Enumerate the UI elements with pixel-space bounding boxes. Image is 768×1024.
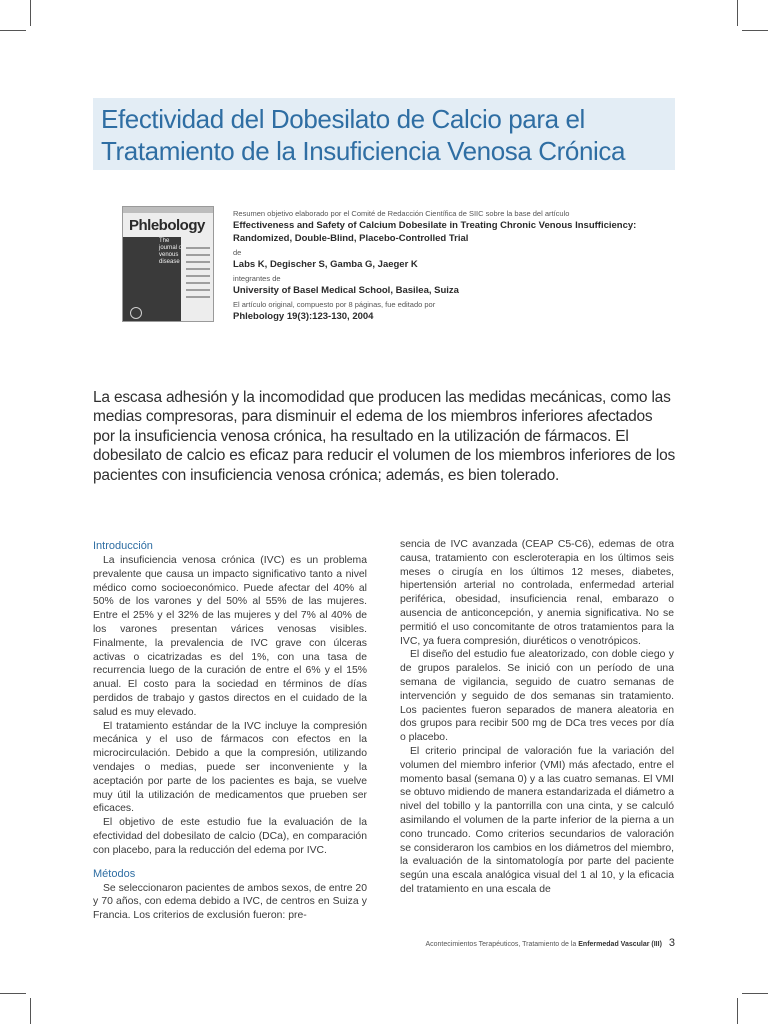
title-banner (93, 98, 675, 170)
intro-paragraph-2: El tratamiento estándar de la IVC incluye la compresión mecánica y el uso de fármacos con efectos en la microcirculación. Debido a que la compresión, utilizando vendajes o medias, puede ser inconveniente y la aceptación por parte de los pacientes es baja, se vuelve muy útil la utilización de medicamentos que prueben ser eficaces. (93, 720, 367, 815)
crop-mark-top-left-h (0, 30, 26, 31)
crop-mark-top-right-h (742, 30, 768, 31)
intro-heading: Introducción (93, 540, 153, 552)
integrantes-label: integrantes de (233, 274, 281, 283)
article-metadata (233, 208, 673, 323)
summary-note: Resumen objetivo elaborado por el Comité de Redacción Científica de SIIC sobre la base del artículo (233, 209, 570, 218)
crop-mark-bottom-left-h (0, 993, 26, 994)
page-footer (425, 937, 675, 951)
cover-subtitle: The journal of venous disease (159, 238, 184, 265)
cover-logo-icon (130, 307, 142, 319)
crop-mark-top-left (30, 0, 31, 26)
left-column (93, 538, 367, 923)
methods-heading: Métodos (93, 867, 136, 880)
cover-top-bar (123, 207, 213, 213)
original-note: El artículo original, compuesto por 8 páginas, fue editado por (233, 300, 436, 309)
institution: University of Basel Medical School, Basilea, Suiza (233, 285, 459, 296)
journal-cover-thumbnail (122, 206, 214, 322)
crop-mark-bottom-right-h (742, 993, 768, 994)
methods-paragraph-1: Se seleccionaron pacientes de ambos sexos, de entre 20 y 70 años, con edema debido a IVC, de centros en Suiza y Francia. Los criterios de exclusión fueron: pre- (93, 882, 367, 922)
right-column (400, 538, 674, 897)
cover-contents-lines (186, 247, 210, 303)
crop-mark-bottom-right (737, 998, 738, 1024)
de-label: de (233, 248, 242, 257)
crop-mark-bottom-left (30, 998, 31, 1024)
footer-prefix: Acontecimientos Terapéuticos, Tratamiento de la (425, 941, 577, 948)
footer-series: Enfermedad Vascular (III) (578, 941, 662, 948)
methods-paragraph-continued: sencia de IVC avanzada (CEAP C5-C6), edemas de otra causa, tratamiento con escleroterapia en los últimos seis meses o cirugía en los últimos 12 meses, diabetes, hipertensión arterial no controlada, enfermedad arterial periférica, obesidad, insuficiencia renal, embarazo o ausencia de anticoncepción, y anemia significativa. No se permitió el uso concomitante de otros tratamientos para la IVC, ya fuera compresión, diuréticos o venotrópicos. (400, 539, 674, 647)
criteria-paragraph: El criterio principal de valoración fue la variación del volumen del miembro inferior (VMI) más afectado, entre el momento basal (semana 0) y a las cuatro semanas. El VMI se obtuvo midiendo de manera estandarizada el diámetro a nivel del tobillo y la pantorrilla con una cinta, y se calculó asimilando el volumen de la parte inferior de la pierna a un cono truncado. Como criterios secundarios de valoración se consideraron los cambios en los diámetros del miembro, la evaluación de la sintomatología por parte del paciente según una escala analógica visual del 1 al 10, y la eficacia del tratamiento en una escala de (400, 745, 674, 895)
intro-paragraph-3: El objetivo de este estudio fue la evaluación de la efectividad del dobesilato de calcio (DCa), en comparación con placebo, para la reducción del edema por IVC. (93, 817, 367, 856)
intro-paragraph-1: La insuficiencia venosa crónica (IVC) es un problema prevalente que causa un impacto significativo tanto a nivel médico como socioeconómico. Puede afectar del 40% al 50% de los varones y del 50% al 55% de las mujeres. Entre el 25% y el 32% de las mujeres y del 7% al 40% de los varones presentan várices venosas visibles. Finalmente, la prevalencia de IVC grave con úlceras activas o cicatrizadas es del 1%, con una tasa de recurrencia luego de la curación de entre el 6% y el 15% anual. El costo para la sociedad en términos de días perdidos de trabajo y gastos directos en el cuidado de la salud es muy elevado. (93, 555, 367, 718)
article-title: Efectividad del Dobesilato de Calcio para el Tratamiento de la Insuficiencia Venosa Crónica (101, 104, 626, 166)
page-number: 3 (668, 937, 675, 949)
crop-mark-top-right (737, 0, 738, 26)
design-paragraph: El diseño del estudio fue aleatorizado, con doble ciego y de grupos paralelos. Se inició con un período de una semana de vigilancia, seguido de cuatro semanas de intervención y seguido de dos semanas sin tratamiento. Los pacientes fueron separados de manera aleatoria en dos grupos para recibir 500 mg de DCa tres veces por día o placebo. (400, 649, 674, 744)
lead-paragraph: La escasa adhesión y la incomodidad que producen las medidas mecánicas, como las medias compresoras, para disminuir el edema de los miembros inferiores afectados por la insuficiencia venosa crónica, ha resultado en la utilización de fármacos. El dobesilato de calcio es eficaz para reducir el volumen de los miembros inferiores de los pacientes con insuficiencia venosa crónica; además, es bien tolerado. (93, 389, 676, 484)
cover-journal-name: Phlebology (129, 217, 205, 234)
original-article-title: Effectiveness and Safety of Calcium Dobesilate in Treating Chronic Venous Insufficiency: Randomized, Double-Blind, Placebo-Controlled Trial (233, 220, 637, 244)
authors: Labs K, Degischer S, Gamba G, Jaeger K (233, 259, 418, 270)
citation: Phlebology 19(3):123-130, 2004 (233, 311, 374, 322)
